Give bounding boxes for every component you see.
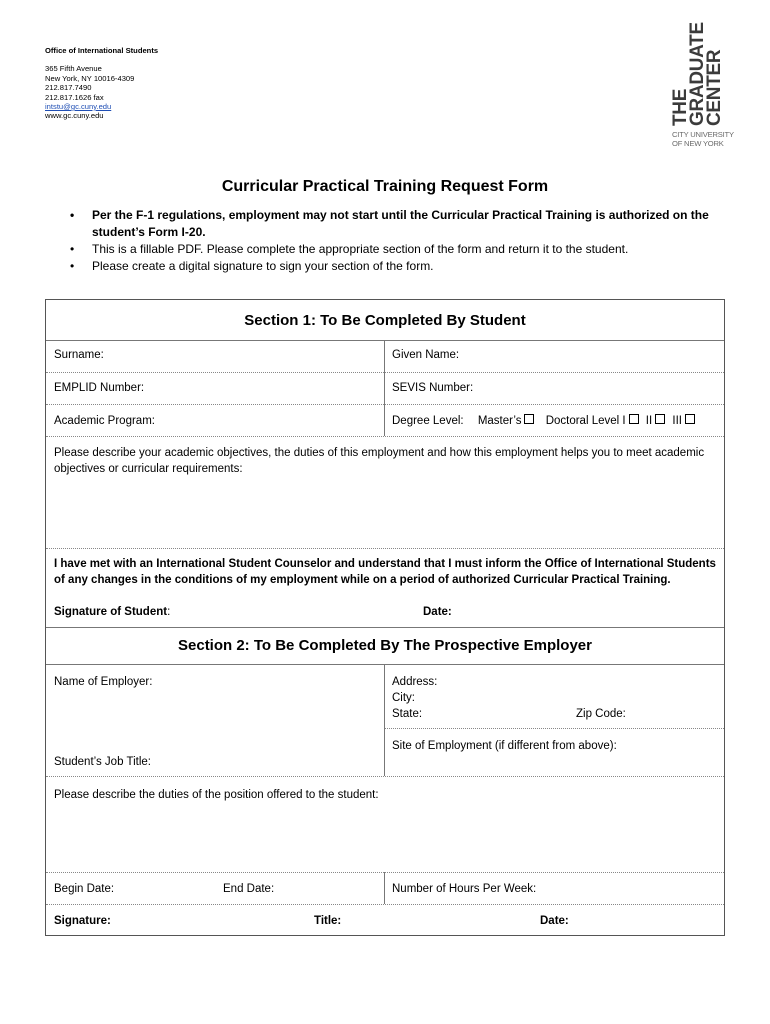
academic-objectives-field[interactable]: Please describe your academic objectives, the duties of this employment and how this employment helps you to meet academic objectives or curricular requirements: (54, 447, 705, 475)
form-title: Curricular Practical Training Request Form (221, 178, 549, 195)
masters-checkbox[interactable] (524, 414, 534, 424)
doctoral-i-checkbox[interactable] (629, 414, 639, 424)
instruction-text: Please create a digital signature to sign your section of the form. (92, 259, 434, 273)
bullet-icon: • (70, 259, 75, 273)
divider (46, 340, 724, 341)
column-divider (384, 872, 385, 904)
signature-colon: : (167, 606, 171, 618)
graduate-center-logo (670, 22, 738, 154)
divider (46, 372, 724, 373)
instruction-item (70, 241, 730, 258)
emplid-field[interactable]: EMPLID Number: (54, 382, 145, 394)
logo-sub-line: OF NEW YORK (672, 138, 724, 148)
phone: 212.817.7490 (45, 83, 92, 93)
cpt-form-table (45, 299, 725, 936)
student-date-field[interactable]: Date: (423, 606, 452, 618)
fax: 212.817.1626 fax (45, 92, 104, 102)
logo-line: THE (670, 88, 691, 126)
degree-level-label: Degree Level: (392, 415, 464, 427)
logo-line: CENTER (704, 49, 725, 126)
employer-name-field[interactable]: Name of Employer: (54, 676, 153, 688)
end-date-field[interactable]: End Date: (223, 883, 275, 895)
doctoral-ii-checkbox[interactable] (655, 414, 665, 424)
employer-title-field[interactable]: Title: (314, 915, 342, 927)
divider (384, 728, 724, 729)
instruction-text: This is a fillable PDF. Please complete the appropriate section of the form and return it to the student. (92, 242, 629, 256)
instruction-text: Per the F-1 regulations, employment may not start until the Curricular Practical Training is authorized on the student’s Form I-20. (92, 208, 709, 239)
begin-date-field[interactable]: Begin Date: (54, 883, 115, 895)
divider (46, 627, 724, 628)
logo-wordmark (670, 22, 736, 126)
level-ii-label: II (645, 415, 653, 427)
counselor-statement: I have met with an International Student Counselor and understand that I must inform the Office of International Students of any changes in the conditions of my employment while on a period of authorized Curricular Practical Training. (54, 558, 716, 586)
instructions-list (70, 207, 730, 275)
hours-per-week-field[interactable]: Number of Hours Per Week: (392, 883, 537, 895)
doctoral-label: Doctoral Level I (545, 415, 626, 427)
column-divider (384, 340, 385, 436)
logo-subtitle (672, 131, 734, 148)
masters-label: Master’s (477, 415, 522, 427)
academic-program-field[interactable]: Academic Program: (54, 415, 155, 427)
divider (46, 872, 724, 873)
address-line: 365 Fifth Avenue (45, 64, 102, 74)
divider (46, 904, 724, 905)
bullet-icon: • (70, 242, 75, 256)
office-name: Office of International Students (45, 46, 159, 55)
divider (46, 436, 724, 437)
state-field[interactable]: State: (392, 708, 423, 720)
divider (46, 548, 724, 549)
logo-sub-line: CITY UNIVERSITY (672, 130, 734, 139)
logo-line: GRADUATE (687, 22, 708, 126)
zip-code-field[interactable]: Zip Code: (576, 708, 626, 720)
instruction-item (70, 258, 730, 275)
signature-label: Signature of Student (54, 606, 168, 618)
position-duties-field[interactable]: Please describe the duties of the position offered to the student: (54, 789, 379, 801)
surname-field[interactable]: Surname: (54, 349, 104, 361)
given-name-field[interactable]: Given Name: (392, 349, 460, 361)
divider (46, 404, 724, 405)
job-title-field[interactable]: Student’s Job Title: (54, 756, 151, 768)
bullet-icon: • (70, 208, 75, 222)
employer-signature-field[interactable]: Signature: (54, 915, 111, 927)
email-link[interactable]: intstu@gc.cuny.edu (45, 102, 112, 112)
section1-heading: Section 1: To Be Completed By Student (244, 312, 526, 329)
office-header (45, 46, 158, 121)
divider (46, 776, 724, 777)
address-line: New York, NY 10016-4309 (45, 73, 135, 83)
section2-heading: Section 2: To Be Completed By The Prospective Employer (178, 637, 592, 654)
address-field[interactable]: Address: (392, 676, 438, 688)
column-divider (384, 664, 385, 776)
student-signature-field[interactable] (54, 604, 170, 620)
website-link[interactable]: www.gc.cuny.edu (45, 111, 104, 121)
employer-date-field[interactable]: Date: (540, 915, 569, 927)
site-of-employment-field[interactable]: Site of Employment (if different from above): (392, 740, 617, 752)
instruction-item (70, 207, 730, 241)
sevis-field[interactable]: SEVIS Number: (392, 382, 474, 394)
level-iii-label: III (672, 415, 682, 427)
city-field[interactable]: City: (392, 692, 415, 704)
divider (46, 664, 724, 665)
doctoral-iii-checkbox[interactable] (685, 414, 695, 424)
degree-level-row (392, 413, 695, 429)
